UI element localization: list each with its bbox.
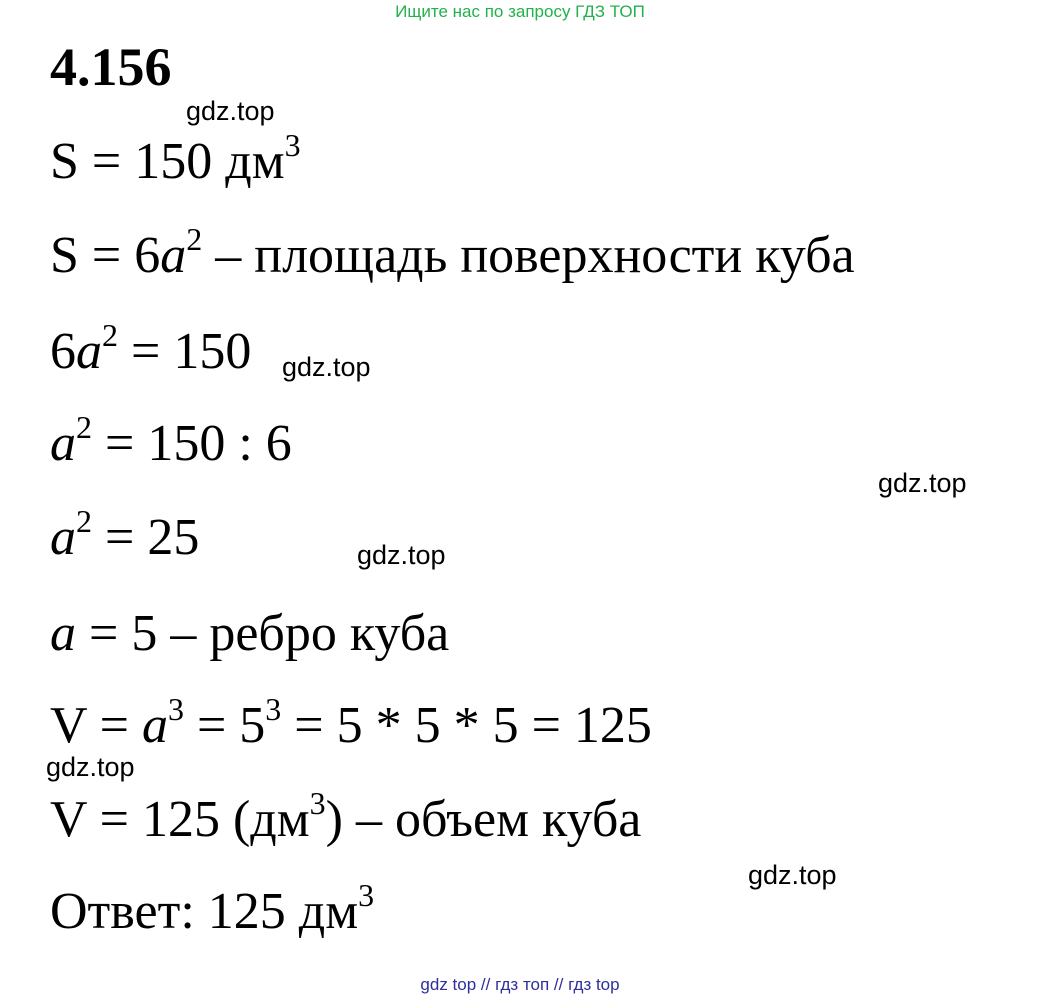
solution-line-7 <box>50 691 652 754</box>
variable: a <box>141 697 168 754</box>
line-text: ) – объем куба <box>325 791 642 848</box>
line-text: = 5 <box>183 697 266 754</box>
superscript: 3 <box>284 127 301 163</box>
solution-line-3 <box>50 317 252 380</box>
superscript: 3 <box>167 691 184 727</box>
line-text: = 150 <box>118 323 252 380</box>
superscript: 3 <box>265 691 282 727</box>
superscript: 2 <box>76 503 92 539</box>
line-text: 6 <box>50 323 76 380</box>
solution-line-2 <box>50 221 855 284</box>
variable: a <box>50 605 76 662</box>
watermark: gdz.top <box>46 752 135 782</box>
variable: a <box>50 509 76 566</box>
superscript: 3 <box>358 877 375 913</box>
solution-line-5 <box>50 503 200 566</box>
footer-links[interactable]: gdz top // гдз топ // гдз top <box>420 975 620 994</box>
watermark: gdz.top <box>357 540 446 570</box>
line-text: = 25 <box>92 509 200 566</box>
watermark: gdz.top <box>748 860 837 890</box>
solution-line-6 <box>50 605 450 662</box>
watermark: gdz.top <box>186 96 275 126</box>
line-text: – площадь поверхности куба <box>202 227 855 284</box>
superscript: 2 <box>76 409 92 445</box>
superscript: 2 <box>102 317 118 353</box>
solution-line-8 <box>50 785 642 848</box>
answer-line <box>50 877 375 940</box>
variable: a <box>76 323 102 380</box>
line-text: = 5 – ребро куба <box>76 605 450 662</box>
solution-line-1 <box>50 127 301 190</box>
line-text: S = 150 дм <box>50 133 285 190</box>
watermark: gdz.top <box>282 352 371 382</box>
top-banner: Ищите нас по запросу ГДЗ ТОП <box>395 2 645 21</box>
variable: a <box>50 415 76 472</box>
variable: a <box>160 227 187 284</box>
problem-number: 4.156 <box>50 37 172 97</box>
line-text: S = 6 <box>50 227 161 284</box>
solution-line-4 <box>50 409 292 472</box>
line-text: = 5 * 5 * 5 = 125 <box>281 697 652 754</box>
watermark: gdz.top <box>878 468 967 498</box>
superscript: 3 <box>309 785 326 821</box>
line-text: V = <box>50 697 142 754</box>
superscript: 2 <box>186 221 203 257</box>
line-text: Ответ: 125 дм <box>50 883 359 940</box>
line-text: = 150 : 6 <box>92 415 292 472</box>
line-text: V = 125 (дм <box>50 791 310 848</box>
